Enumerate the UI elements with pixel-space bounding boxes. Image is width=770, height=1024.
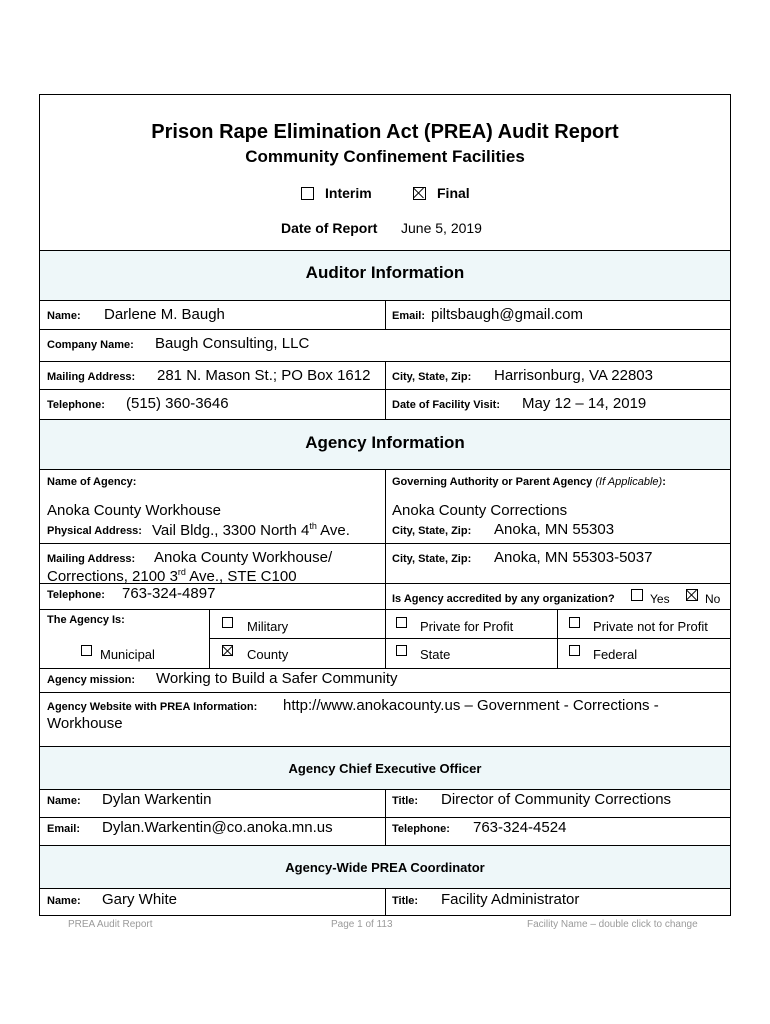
- governing-label-colon: :: [662, 476, 666, 488]
- private-nonprofit-label: Private not for Profit: [593, 619, 708, 634]
- ceo-name-label: Name:: [47, 795, 81, 807]
- county-label: County: [247, 647, 289, 662]
- agency-mailing-line2-sup: rd: [177, 567, 186, 577]
- military-checkbox[interactable]: [222, 617, 233, 628]
- auditor-phone: (515) 360-3646: [126, 395, 229, 412]
- municipal-label: Municipal: [100, 647, 155, 662]
- coordinator-title: Facility Administrator: [441, 891, 580, 908]
- report-form: [39, 94, 731, 916]
- auditor-name: Darlene M. Baugh: [104, 306, 225, 323]
- footer-page-number: Page 1 of 113: [331, 919, 393, 930]
- agency-name: Anoka County Workhouse: [47, 502, 221, 519]
- footer-facility-name[interactable]: Facility Name – double click to change: [527, 919, 698, 930]
- agency-city1: Anoka, MN 55303: [494, 521, 615, 538]
- accredited-label: Is Agency accredited by any organization?: [392, 593, 615, 605]
- agency-mailing-line1: Anoka County Workhouse/: [154, 549, 333, 566]
- agency-type-label: The Agency Is:: [47, 614, 125, 626]
- physical-address-tail: Ave.: [316, 522, 350, 539]
- website-line1: http://www.anokacounty.us – Government - Corrections -: [283, 697, 659, 714]
- ceo-heading: Agency Chief Executive Officer: [288, 761, 482, 776]
- coordinator-name-label: Name:: [47, 895, 81, 907]
- coordinator-heading: Agency-Wide PREA Coordinator: [285, 860, 485, 875]
- municipal-checkbox[interactable]: [81, 645, 92, 656]
- state-checkbox[interactable]: [396, 645, 407, 656]
- agency-mailing-line2-text: Corrections, 2100 3: [47, 568, 178, 585]
- ceo-email: Dylan.Warkentin@co.anoka.mn.us: [102, 819, 333, 836]
- governing-label-note: (If Applicable): [595, 476, 663, 488]
- interim-checkbox[interactable]: [301, 187, 314, 200]
- physical-address-text: Vail Bldg., 3300 North 4: [152, 522, 310, 539]
- county-checkbox[interactable]: [222, 645, 233, 656]
- date-of-report-label: Date of Report: [281, 220, 378, 236]
- agency-mailing-line2-tail: Ave., STE C100: [185, 568, 297, 585]
- auditor-email-label: Email:: [392, 310, 426, 322]
- physical-address-label: Physical Address:: [47, 525, 142, 537]
- accredited-no-checkbox[interactable]: [686, 589, 698, 601]
- mission-label: Agency mission:: [47, 674, 136, 686]
- final-checkbox[interactable]: [413, 187, 426, 200]
- coordinator-name: Gary White: [102, 891, 178, 908]
- military-label: Military: [247, 619, 289, 634]
- interim-label: Interim: [325, 185, 372, 201]
- governing-label-text: Governing Authority or Parent Agency: [392, 476, 593, 488]
- auditor-city: Harrisonburg, VA 22803: [494, 367, 653, 384]
- auditor-mailing-label: Mailing Address:: [47, 371, 136, 383]
- company-name: Baugh Consulting, LLC: [155, 335, 310, 352]
- ceo-phone: 763-324-4524: [473, 819, 567, 836]
- agency-city1-label: City, State, Zip:: [392, 525, 472, 537]
- physical-address-sup: th: [309, 521, 317, 531]
- visit-date-label: Date of Facility Visit:: [392, 399, 500, 411]
- ceo-phone-label: Telephone:: [392, 823, 450, 835]
- agency-city2-label: City, State, Zip:: [392, 553, 472, 565]
- ceo-title-label: Title:: [392, 795, 419, 807]
- private-profit-label: Private for Profit: [420, 619, 514, 634]
- auditor-name-label: Name:: [47, 310, 81, 322]
- coordinator-title-label: Title:: [392, 895, 419, 907]
- website-line2: Workhouse: [47, 715, 123, 732]
- accredited-no-label: No: [705, 592, 721, 606]
- physical-address: [152, 521, 350, 539]
- accredited-yes-label: Yes: [650, 592, 670, 606]
- company-label: Company Name:: [47, 339, 134, 351]
- ceo-name: Dylan Warkentin: [102, 791, 212, 808]
- auditor-city-label: City, State, Zip:: [392, 371, 472, 383]
- governing-agency: Anoka County Corrections: [392, 502, 568, 519]
- visit-date: May 12 – 14, 2019: [522, 395, 647, 412]
- agency-heading: Agency Information: [305, 433, 465, 452]
- governing-label: [392, 476, 666, 488]
- report-title: Prison Rape Elimination Act (PREA) Audit Report: [151, 121, 619, 143]
- agency-phone-label: Telephone:: [47, 589, 105, 601]
- accredited-yes-checkbox[interactable]: [631, 589, 643, 601]
- footer-left: PREA Audit Report: [68, 919, 153, 930]
- agency-mailing-label: Mailing Address:: [47, 553, 136, 565]
- state-label: State: [420, 647, 451, 662]
- mission-text: Working to Build a Safer Community: [156, 670, 398, 687]
- federal-checkbox[interactable]: [569, 645, 580, 656]
- ceo-title: Director of Community Corrections: [441, 791, 672, 808]
- agency-name-label: Name of Agency:: [47, 476, 137, 488]
- federal-label: Federal: [593, 647, 638, 662]
- website-label: Agency Website with PREA Information:: [47, 701, 258, 713]
- report-subtitle: Community Confinement Facilities: [245, 147, 525, 166]
- ceo-email-label: Email:: [47, 823, 81, 835]
- final-label: Final: [437, 185, 470, 201]
- auditor-phone-label: Telephone:: [47, 399, 105, 411]
- auditor-heading: Auditor Information: [305, 263, 465, 282]
- date-of-report-value: June 5, 2019: [401, 220, 482, 236]
- auditor-mailing: 281 N. Mason St.; PO Box 1612: [157, 367, 371, 384]
- private-profit-checkbox[interactable]: [396, 617, 407, 628]
- agency-city2: Anoka, MN 55303-5037: [494, 549, 653, 566]
- auditor-email: piltsbaugh@gmail.com: [431, 306, 583, 323]
- agency-phone: 763-324-4897: [122, 585, 216, 602]
- private-nonprofit-checkbox[interactable]: [569, 617, 580, 628]
